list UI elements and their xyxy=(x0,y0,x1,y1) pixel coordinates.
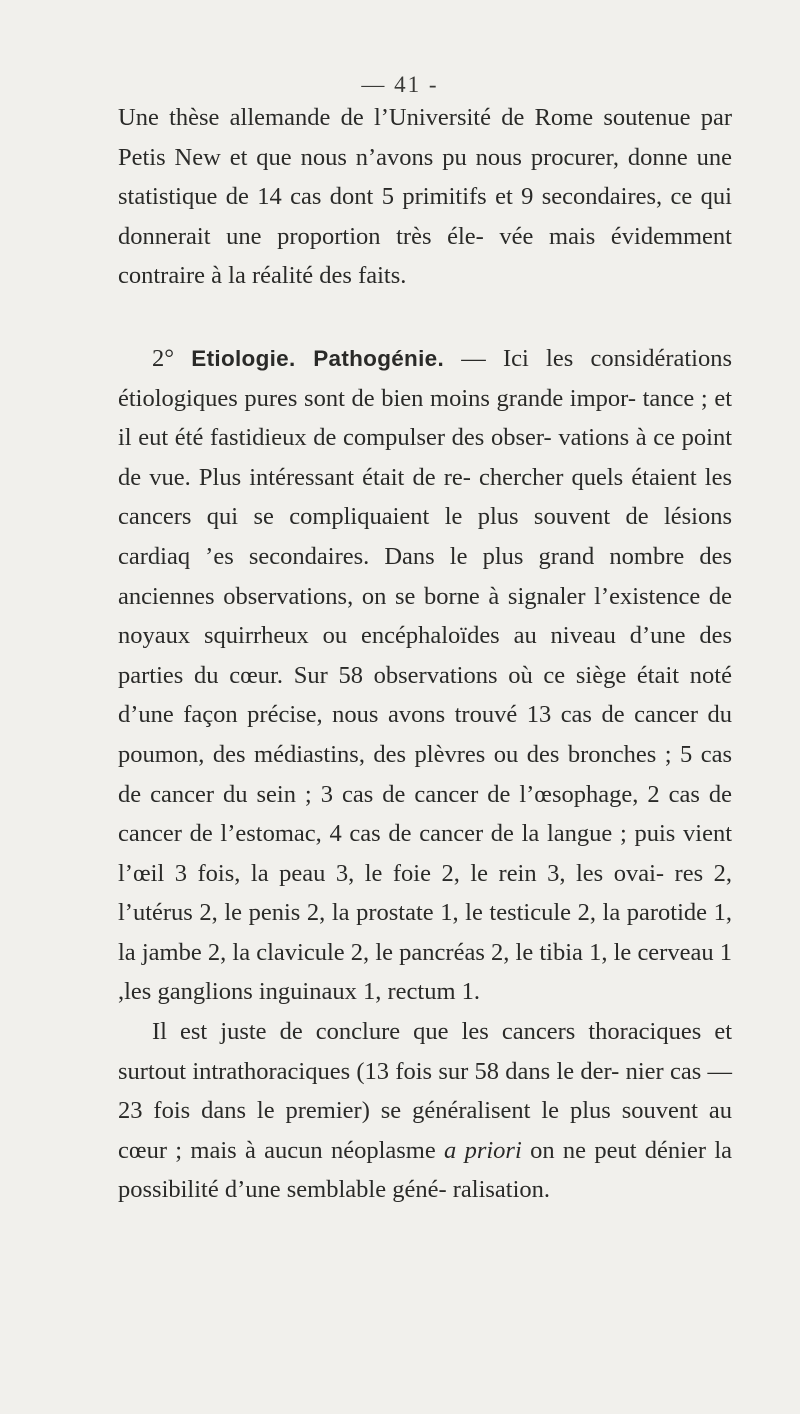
section-body: — Ici les considérations étiologiques pures sont de bien moins grande impor- tance ; et il eut été fastidieux de compulser des obser- vations à ce point de vue. Plus intéressant était de re- chercher quels étaient les cancers qui se compliquaient le plus souvent de lésions cardiaq ’es secondaires. Dans le plus grand nombre des anciennes observations, on se borne à signaler l’existence de noyaux squirrheux ou encéphaloïdes au niveau d’une des parties du cœur. Sur 58 observations où ce siège était noté d’une façon précise, nous avons trouvé 13 cas de cancer du poumon, des médiastins, des plèvres ou des bronches ; 5 cas de cancer du sein ; 3 cas de cancer de l’œsophage, 2 cas de cancer de l’estomac, 4 cas de cancer de la langue ; puis vient l’œil 3 fois, la peau 3, le foie 2, le rein 3, les ovai- res 2, l’utérus 2, le penis 2, la prostate 1, le testicule 2, la parotide 1, la jambe 2, la clavicule 2, le pancréas 2, le tibia 1, le cerveau 1 ,les ganglions inguinaux 1, rectum 1. xyxy=(118,344,733,1006)
section-number: 2° xyxy=(152,344,175,372)
paragraph-3 xyxy=(118,1012,732,1210)
page-number: — 41 - xyxy=(361,72,439,97)
paragraph-3-text-end: on ne peut dénier la possibilité d’une semblable géné- ralisation. xyxy=(118,1136,733,1204)
italic-phrase: a priori xyxy=(444,1136,522,1164)
paragraph-2 xyxy=(118,339,732,1012)
paragraph-3-text-start: Il est juste de conclure que les cancers thoraciques et surtout intrathoraciques (13 fois sur 58 dans le der- nier cas — 23 fois dans le premier) se généralisent le plus souvent au cœur ; mais à aucun néoplasme xyxy=(118,1018,732,1164)
section-heading: Etiologie. Pathogénie. xyxy=(191,345,445,371)
body-text xyxy=(118,98,732,1210)
paragraph-1: Une thèse allemande de l’Université de Rome soutenue par Petis New et que nous n’avons pu nous procurer, donne une statistique de 14 cas dont 5 primitifs et 9 secondaires, ce qui donnerait une proportion très éle- vée mais évidemment contraire à la réalité des faits. xyxy=(118,104,732,290)
